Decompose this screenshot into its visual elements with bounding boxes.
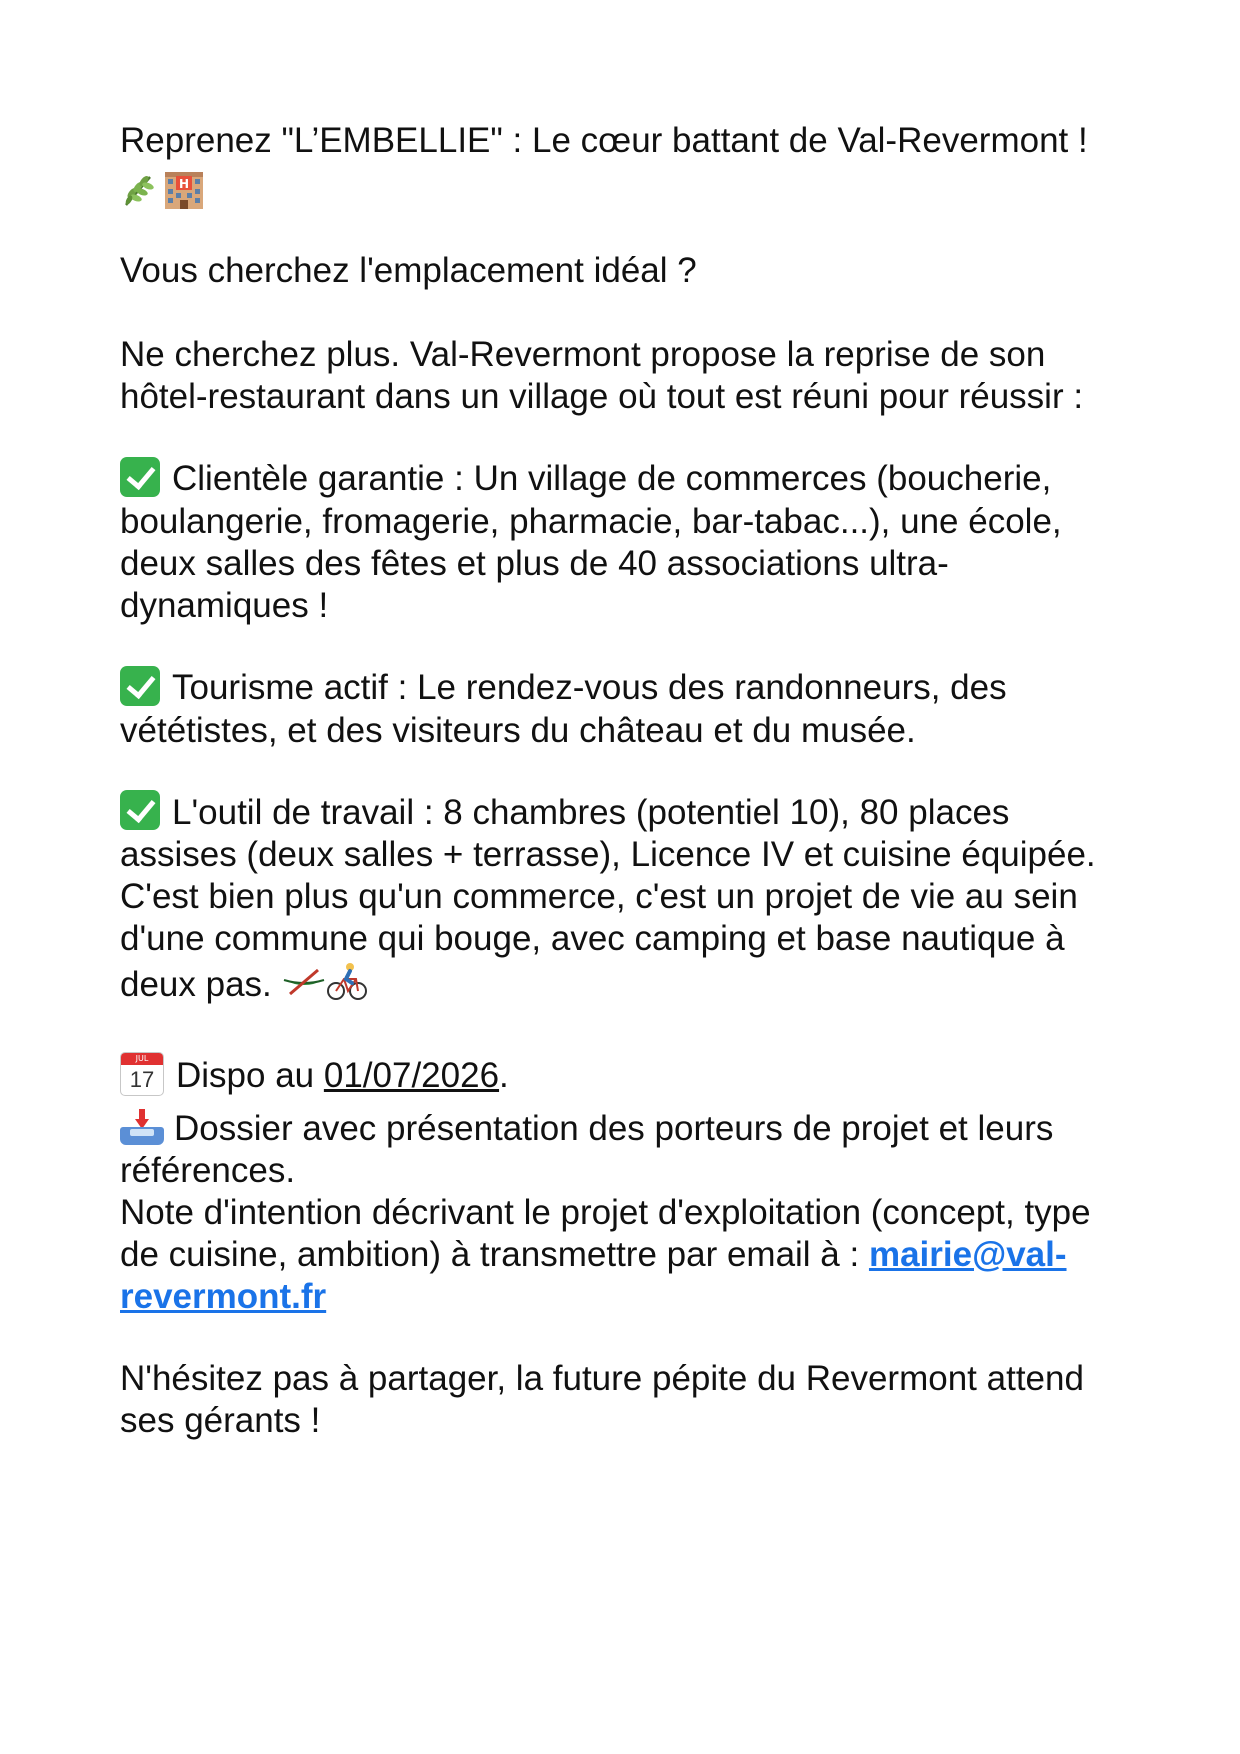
point-line: vététistes, et des visiteurs du château et du musée. [120, 710, 916, 750]
question: Vous cherchez l'emplacement idéal ? [120, 251, 697, 290]
point-line: Tourisme actif : Le rendez-vous des randonneurs, des [172, 667, 1007, 707]
cyclist-icon [326, 961, 368, 1001]
hotel-icon [162, 167, 206, 211]
intro-line: Ne cherchez plus. Val-Revermont propose la reprise de son [120, 335, 1046, 374]
email-link-continued[interactable]: revermont.fr [120, 1276, 327, 1316]
dossier-block: Dossier avec présentation des porteurs de projet et leurs références. Note d'intention décrivant le projet d'exploitation (concept, type de cuisine, ambition) à transmettre par email à : mairie@val- revermont.fr [120, 1108, 1130, 1318]
dossier-line: Dossier avec présentation des porteurs de projet et leurs [174, 1108, 1054, 1148]
point-line: deux salles des fêtes et plus de 40 associations ultra- [120, 543, 949, 583]
inbox-tray-icon [120, 1109, 164, 1145]
point-clientele [120, 458, 1130, 627]
check-mark-icon [120, 457, 160, 497]
calendar-icon: JUL 17 [120, 1052, 164, 1096]
availability-line: JUL 17 Dispo au 01/07/2026. [120, 1055, 1130, 1100]
dossier-line: références. [120, 1150, 296, 1190]
point-line: dynamiques ! [120, 585, 329, 625]
email-link[interactable]: mairie@val- [868, 1234, 1067, 1274]
point-line: Clientèle garantie : Un village de commerces (boucherie, [172, 459, 1052, 498]
point-line: boulangerie, fromagerie, pharmacie, bar-tabac...), une école, [120, 501, 1062, 541]
svg-text:H: H [178, 177, 190, 191]
intro-paragraph [120, 334, 1130, 418]
point-tourisme [120, 667, 1130, 752]
page-title: Reprenez "L’EMBELLIE" : Le cœur battant de Val-Revermont ! [120, 121, 1088, 160]
document-body [120, 120, 1130, 1442]
closing-line: ses gérants ! [120, 1400, 321, 1440]
title-icons [120, 164, 1130, 214]
closing-line: N'hésitez pas à partager, la future pépite du Revermont attend [120, 1358, 1084, 1398]
closing-paragraph [120, 1358, 1130, 1442]
check-mark-icon [120, 790, 160, 830]
point-outil [120, 792, 1130, 1008]
point-line: C'est bien plus qu'un commerce, c'est un projet de vie au sein [120, 877, 1078, 917]
point-line: L'outil de travail : 8 chambres (potentiel 10), 80 places [172, 792, 1010, 832]
canoe-icon [282, 966, 326, 996]
point-line: deux pas. [120, 965, 272, 1005]
check-mark-icon [120, 666, 160, 706]
point-line: d'une commune qui bouge, avec camping et base nautique à [120, 919, 1065, 959]
herb-icon [120, 169, 160, 209]
availability-date: 01/07/2026 [323, 1056, 500, 1095]
point-line: assises (deux salles + terrasse), Licence IV et cuisine équipée. [120, 835, 1096, 875]
intro-line: hôtel-restaurant dans un village où tout est réuni pour réussir : [120, 377, 1084, 416]
dossier-line: Note d'intention décrivant le projet d'exploitation (concept, type [120, 1192, 1091, 1232]
